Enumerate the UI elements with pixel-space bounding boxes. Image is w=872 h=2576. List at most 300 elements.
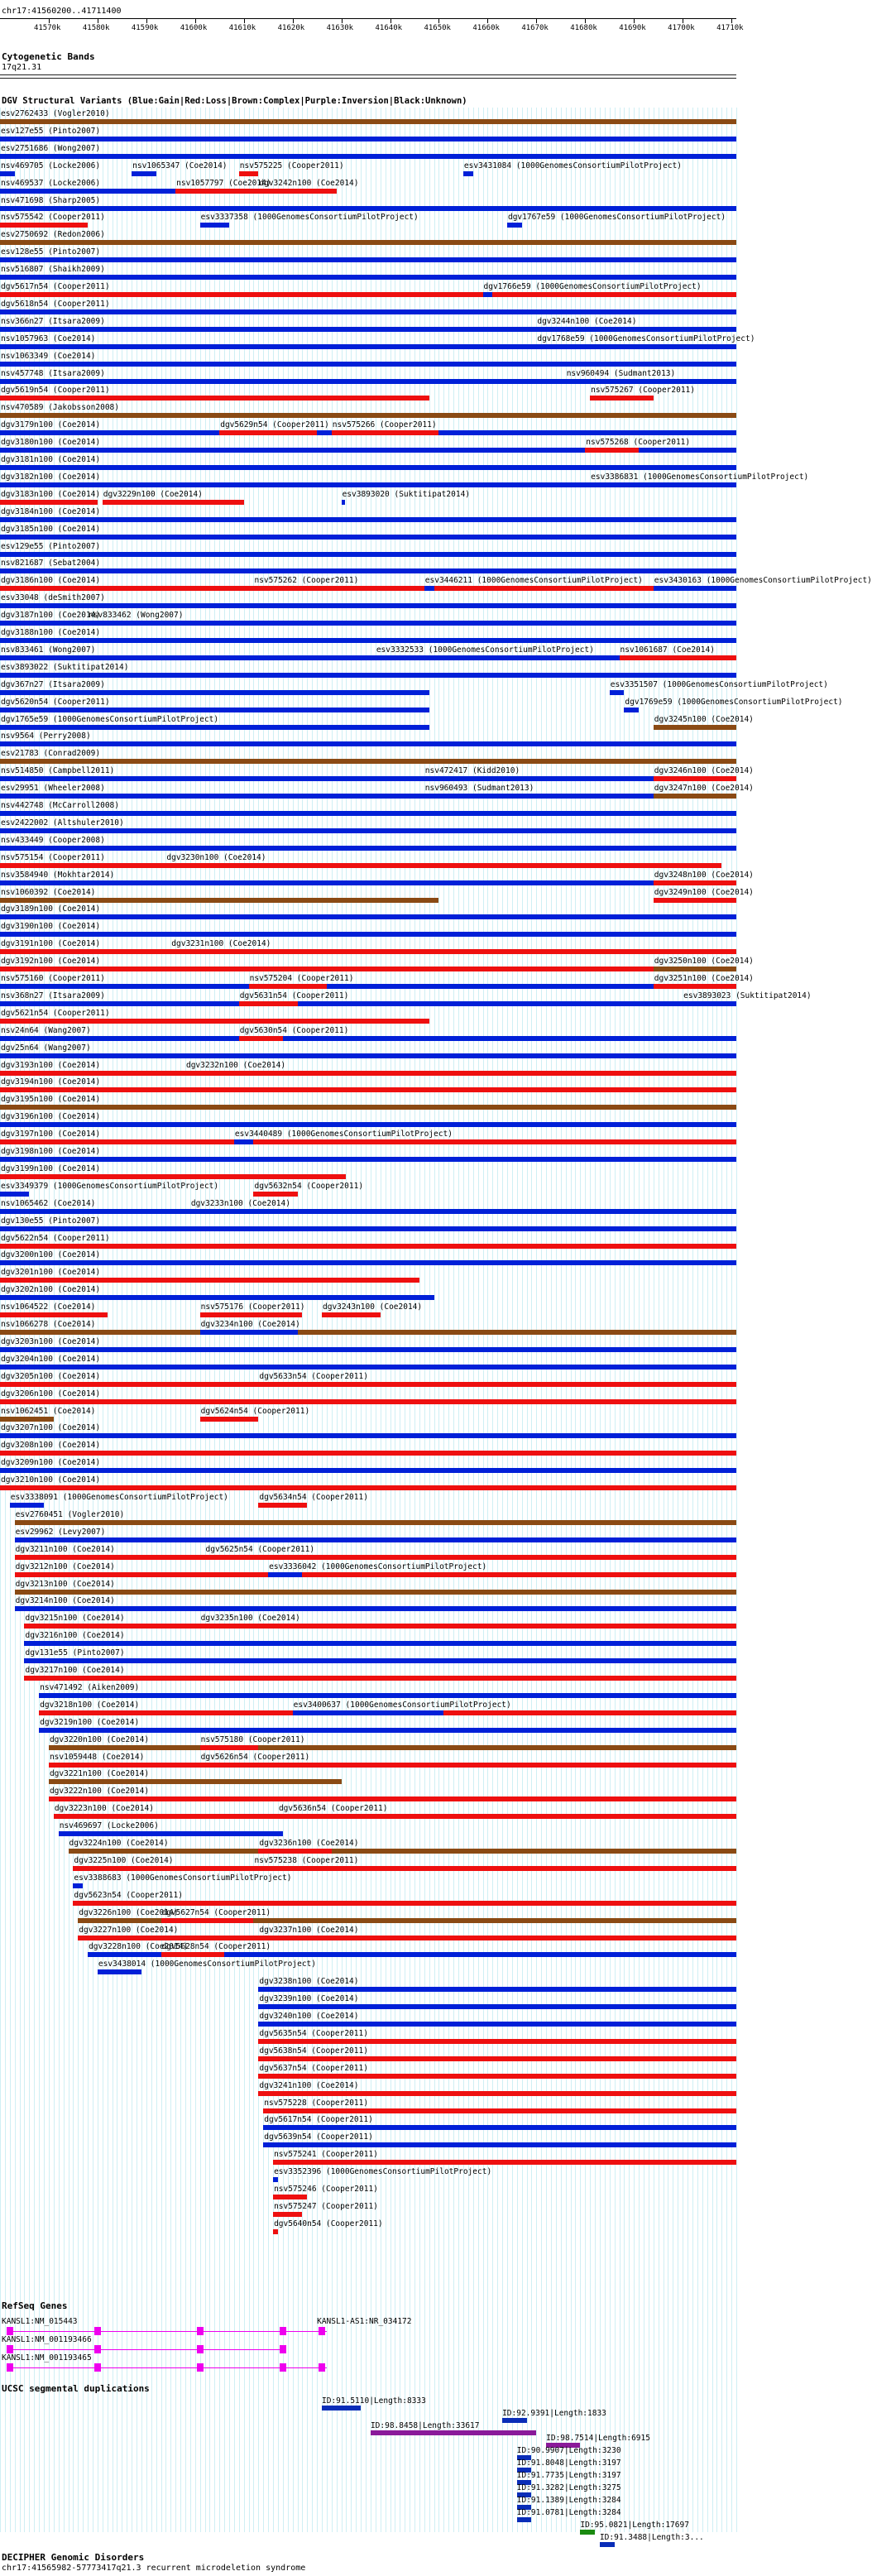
dgv-variant-label[interactable]: nsv575225 (Cooper2011): [239, 161, 344, 170]
dgv-variant-bar[interactable]: [0, 1295, 434, 1300]
dgv-variant-bar[interactable]: [263, 2108, 736, 2113]
dgv-variant-bar[interactable]: [273, 2177, 278, 2182]
dgv-variant-label[interactable]: nsv1063349 (Coe2014): [1, 351, 96, 361]
dgv-variant-bar[interactable]: [0, 1312, 108, 1317]
dgv-variant-label[interactable]: dgv3203n100 (Coe2014): [1, 1336, 101, 1346]
dgv-variant-bar[interactable]: [0, 137, 736, 142]
dgv-variant-label[interactable]: dgv5634n54 (Cooper2011): [259, 1493, 368, 1502]
dgv-variant-bar[interactable]: [258, 2074, 736, 2079]
dgv-variant-label[interactable]: dgv3221n100 (Coe2014): [49, 1769, 150, 1779]
dgv-variant-label[interactable]: dgv5627n54 (Cooper2011): [161, 1907, 271, 1917]
dgv-variant-bar[interactable]: [0, 240, 736, 245]
dgv-variant-bar[interactable]: [0, 517, 736, 522]
dgv-variant-bar[interactable]: [0, 275, 736, 280]
dgv-variant-bar[interactable]: [234, 1139, 254, 1144]
dgv-variant-bar[interactable]: [39, 1693, 736, 1698]
dgv-variant-label[interactable]: esv3352396 (1000GenomesConsortiumPilotProject): [274, 2167, 492, 2177]
dgv-variant-bar[interactable]: [0, 396, 429, 401]
refseq-gene-label[interactable]: KANSL1:NM_001193465: [2, 2353, 92, 2363]
dgv-variant-label[interactable]: dgv5625n54 (Cooper2011): [205, 1544, 315, 1554]
dgv-variant-label[interactable]: dgv3201n100 (Coe2014): [1, 1268, 101, 1278]
dgv-variant-label[interactable]: dgv5633n54 (Cooper2011): [259, 1371, 368, 1381]
dgv-variant-bar[interactable]: [15, 1590, 736, 1595]
dgv-variant-label[interactable]: nsv960494 (Sudmant2013): [566, 368, 676, 378]
dgv-variant-label[interactable]: nsv575241 (Cooper2011): [274, 2150, 378, 2160]
dgv-variant-bar[interactable]: [0, 776, 736, 781]
dgv-variant-bar[interactable]: [0, 828, 736, 833]
dgv-variant-bar[interactable]: [0, 1226, 736, 1231]
dgv-variant-label[interactable]: nsv1057963 (Coe2014): [1, 333, 96, 343]
dgv-variant-bar[interactable]: [0, 1382, 736, 1387]
dgv-variant-bar[interactable]: [585, 448, 639, 453]
dgv-variant-label[interactable]: nsv469705 (Locke2006): [1, 161, 101, 170]
dgv-variant-label[interactable]: dgv5640n54 (Cooper2011): [274, 2219, 383, 2228]
dgv-variant-bar[interactable]: [566, 379, 736, 384]
dgv-variant-label[interactable]: dgv5619n54 (Cooper2011): [1, 386, 110, 396]
dgv-variant-label[interactable]: esv3349379 (1000GenomesConsortiumPilotProject): [1, 1181, 219, 1191]
dgv-variant-bar[interactable]: [0, 1244, 736, 1249]
dgv-variant-bar[interactable]: [258, 1849, 331, 1854]
dgv-variant-bar[interactable]: [258, 2004, 736, 2009]
dgv-variant-label[interactable]: dgv3219n100 (Coe2014): [40, 1717, 140, 1727]
dgv-variant-bar[interactable]: [69, 1849, 736, 1854]
segdup-label[interactable]: ID:91.1389|Length:3284: [516, 2496, 621, 2505]
dgv-variant-bar[interactable]: [0, 603, 736, 608]
dgv-variant-bar[interactable]: [73, 1883, 83, 1888]
dgv-variant-bar[interactable]: [258, 2039, 736, 2044]
dgv-variant-label[interactable]: dgv3188n100 (Coe2014): [1, 628, 101, 637]
dgv-variant-bar[interactable]: [0, 1365, 736, 1370]
dgv-variant-bar[interactable]: [253, 586, 317, 591]
dgv-variant-bar[interactable]: [654, 794, 736, 799]
dgv-variant-label[interactable]: dgv5630n54 (Cooper2011): [239, 1025, 349, 1035]
dgv-variant-label[interactable]: esv29962 (Levy2007): [15, 1527, 106, 1537]
dgv-variant-label[interactable]: esv3388683 (1000GenomesConsortiumPilotProject): [74, 1873, 292, 1883]
dgv-variant-bar[interactable]: [0, 154, 736, 159]
dgv-variant-label[interactable]: dgv367n27 (Itsara2009): [1, 679, 105, 689]
dgv-variant-label[interactable]: dgv3234n100 (Coe2014): [200, 1320, 300, 1329]
segdup-bar[interactable]: [322, 2406, 361, 2411]
dgv-variant-label[interactable]: dgv3208n100 (Coe2014): [1, 1441, 101, 1451]
dgv-variant-label[interactable]: dgv3200n100 (Coe2014): [1, 1250, 101, 1260]
dgv-variant-label[interactable]: nsv442748 (McCarroll2008): [1, 801, 119, 810]
dgv-variant-label[interactable]: dgv3185n100 (Coe2014): [1, 524, 101, 534]
dgv-variant-label[interactable]: dgv3225n100 (Coe2014): [74, 1855, 174, 1865]
dgv-variant-label[interactable]: dgv3202n100 (Coe2014): [1, 1285, 101, 1295]
dgv-variant-label[interactable]: dgv130e55 (Pinto2007): [1, 1216, 101, 1226]
dgv-variant-label[interactable]: dgv5628n54 (Cooper2011): [161, 1942, 271, 1952]
dgv-variant-bar[interactable]: [15, 1520, 736, 1525]
dgv-variant-bar[interactable]: [0, 1260, 736, 1265]
dgv-variant-bar[interactable]: [78, 1936, 736, 1940]
dgv-variant-bar[interactable]: [0, 949, 736, 954]
dgv-variant-label[interactable]: dgv3250n100 (Coe2014): [654, 957, 754, 967]
dgv-variant-label[interactable]: esv3893020 (Suktitipat2014): [342, 489, 471, 499]
dgv-variant-label[interactable]: dgv3220n100 (Coe2014): [49, 1734, 150, 1744]
dgv-variant-bar[interactable]: [0, 1433, 736, 1438]
dgv-variant-label[interactable]: dgv3216n100 (Coe2014): [25, 1631, 125, 1641]
dgv-variant-label[interactable]: esv21783 (Conrad2009): [1, 749, 101, 759]
segdup-label[interactable]: ID:90.9907|Length:3230: [516, 2446, 621, 2455]
dgv-variant-bar[interactable]: [0, 846, 736, 851]
segdup-label[interactable]: ID:91.3282|Length:3275: [516, 2483, 621, 2492]
dgv-variant-bar[interactable]: [0, 967, 736, 971]
dgv-variant-label[interactable]: dgv3212n100 (Coe2014): [15, 1561, 115, 1571]
dgv-variant-label[interactable]: esv3893022 (Suktitipat2014): [1, 662, 129, 672]
dgv-variant-label[interactable]: nsv575262 (Cooper2011): [254, 576, 359, 586]
dgv-variant-bar[interactable]: [0, 1468, 736, 1473]
dgv-variant-bar[interactable]: [590, 396, 654, 401]
dgv-variant-bar[interactable]: [483, 292, 493, 297]
dgv-variant-label[interactable]: esv29951 (Wheeler2008): [1, 784, 105, 794]
dgv-variant-bar[interactable]: [0, 500, 98, 505]
dgv-variant-label[interactable]: dgv5617n54 (Cooper2011): [264, 2115, 373, 2125]
dgv-variant-label[interactable]: dgv3248n100 (Coe2014): [654, 870, 754, 880]
dgv-variant-label[interactable]: esv3438014 (1000GenomesConsortiumPilotProject): [98, 1960, 316, 1969]
dgv-variant-bar[interactable]: [49, 1745, 736, 1750]
dgv-variant-label[interactable]: dgv3191n100 (Coe2014): [1, 939, 101, 949]
dgv-variant-label[interactable]: dgv1769e59 (1000GenomesConsortiumPilotProject): [625, 697, 843, 707]
dgv-variant-label[interactable]: dgv3247n100 (Coe2014): [654, 784, 754, 794]
dgv-variant-bar[interactable]: [0, 708, 429, 712]
dgv-variant-bar[interactable]: [0, 673, 736, 678]
dgv-variant-label[interactable]: dgv3251n100 (Coe2014): [654, 974, 754, 983]
dgv-variant-bar[interactable]: [0, 465, 736, 470]
dgv-variant-bar[interactable]: [536, 327, 605, 332]
dgv-variant-label[interactable]: dgv5623n54 (Cooper2011): [74, 1890, 183, 1900]
dgv-variant-label[interactable]: dgv3226n100 (Coe2014): [79, 1907, 179, 1917]
dgv-variant-bar[interactable]: [590, 482, 605, 487]
dgv-variant-bar[interactable]: [620, 655, 736, 660]
dgv-variant-label[interactable]: dgv1767e59 (1000GenomesConsortiumPilotProject): [507, 213, 726, 223]
dgv-variant-bar[interactable]: [0, 1139, 736, 1144]
dgv-variant-bar[interactable]: [654, 776, 736, 781]
dgv-variant-bar[interactable]: [273, 2160, 736, 2165]
dgv-variant-label[interactable]: dgv131e55 (Pinto2007): [25, 1648, 125, 1658]
dgv-variant-label[interactable]: esv3351507 (1000GenomesConsortiumPilotProject): [610, 679, 828, 689]
dgv-variant-label[interactable]: dgv3222n100 (Coe2014): [49, 1787, 150, 1796]
dgv-variant-label[interactable]: dgv3232n100 (Coe2014): [185, 1060, 286, 1070]
dgv-variant-label[interactable]: nsv821687 (Sebat2004): [1, 559, 101, 568]
dgv-variant-bar[interactable]: [0, 811, 736, 816]
segdup-bar[interactable]: [371, 2430, 536, 2435]
dgv-variant-bar[interactable]: [258, 1987, 736, 1992]
dgv-variant-label[interactable]: nsv1061687 (Coe2014): [620, 645, 715, 655]
dgv-variant-label[interactable]: esv2422002 (Altshuler2010): [1, 818, 124, 827]
dgv-variant-bar[interactable]: [0, 1036, 736, 1041]
dgv-variant-label[interactable]: dgv5624n54 (Cooper2011): [200, 1406, 310, 1416]
dgv-variant-label[interactable]: dgv3233n100 (Coe2014): [190, 1198, 290, 1208]
dgv-variant-label[interactable]: nsv575246 (Cooper2011): [274, 2185, 378, 2194]
dgv-variant-label[interactable]: dgv3215n100 (Coe2014): [25, 1614, 125, 1624]
dgv-variant-label[interactable]: dgv3239n100 (Coe2014): [259, 1994, 359, 2004]
dgv-variant-bar[interactable]: [273, 2229, 278, 2234]
dgv-variant-bar[interactable]: [0, 1157, 736, 1162]
dgv-variant-label[interactable]: dgv3223n100 (Coe2014): [54, 1804, 154, 1814]
dgv-variant-bar[interactable]: [507, 223, 522, 228]
dgv-variant-label[interactable]: dgv3246n100 (Coe2014): [654, 766, 754, 776]
segdup-label[interactable]: ID:91.7735|Length:3197: [516, 2471, 621, 2480]
dgv-variant-label[interactable]: dgv1766e59 (1000GenomesConsortiumPilotProject): [483, 282, 702, 291]
dgv-variant-bar[interactable]: [200, 1330, 298, 1335]
dgv-variant-label[interactable]: esv33048 (deSmith2007): [1, 593, 105, 603]
dgv-variant-bar[interactable]: [332, 430, 439, 435]
dgv-variant-bar[interactable]: [0, 1485, 736, 1490]
dgv-variant-label[interactable]: nsv1064522 (Coe2014): [1, 1302, 96, 1312]
dgv-variant-bar[interactable]: [0, 690, 429, 695]
dgv-variant-label[interactable]: dgv5626n54 (Cooper2011): [200, 1752, 310, 1762]
dgv-variant-bar[interactable]: [200, 1763, 259, 1768]
segdup-bar[interactable]: [502, 2418, 526, 2423]
segdup-label[interactable]: ID:95.0821|Length:17697: [580, 2521, 689, 2530]
dgv-variant-bar[interactable]: [0, 1209, 736, 1214]
dgv-variant-label[interactable]: dgv3207n100 (Coe2014): [1, 1423, 101, 1433]
dgv-variant-bar[interactable]: [0, 171, 15, 176]
dgv-variant-bar[interactable]: [132, 171, 156, 176]
dgv-variant-bar[interactable]: [258, 2091, 736, 2096]
dgv-variant-label[interactable]: esv128e55 (Pinto2007): [1, 247, 101, 257]
dgv-variant-label[interactable]: nsv1060392 (Coe2014): [1, 887, 96, 897]
dgv-variant-bar[interactable]: [88, 621, 93, 626]
refseq-gene-label[interactable]: KANSL1:NM_001193466: [2, 2335, 92, 2344]
dgv-variant-label[interactable]: nsv575154 (Cooper2011): [1, 852, 105, 862]
dgv-variant-bar[interactable]: [0, 568, 736, 573]
dgv-variant-label[interactable]: dgv1765e59 (1000GenomesConsortiumPilotProject): [1, 714, 219, 724]
dgv-variant-label[interactable]: dgv5637n54 (Cooper2011): [259, 2063, 368, 2073]
dgv-variant-bar[interactable]: [0, 119, 736, 124]
dgv-variant-label[interactable]: dgv25n64 (Wang2007): [1, 1043, 91, 1053]
dgv-variant-label[interactable]: dgv3235n100 (Coe2014): [200, 1614, 300, 1624]
dgv-variant-bar[interactable]: [258, 2022, 736, 2027]
dgv-variant-label[interactable]: esv3332533 (1000GenomesConsortiumPilotProject): [376, 645, 594, 655]
dgv-variant-label[interactable]: nsv469697 (Locke2006): [59, 1821, 159, 1831]
dgv-variant-label[interactable]: nsv575228 (Cooper2011): [264, 2098, 369, 2108]
dgv-variant-label[interactable]: esv3337358 (1000GenomesConsortiumPilotProject): [200, 213, 419, 223]
segdup-label[interactable]: ID:91.3488|Length:3...: [599, 2533, 704, 2542]
dgv-variant-label[interactable]: dgv3227n100 (Coe2014): [79, 1925, 179, 1935]
dgv-variant-label[interactable]: dgv3197n100 (Coe2014): [1, 1130, 101, 1139]
dgv-variant-label[interactable]: nsv368n27 (Itsara2009): [1, 991, 105, 1000]
refseq-gene-label[interactable]: KANSL1-AS1:NR_034172: [317, 2317, 412, 2326]
dgv-variant-bar[interactable]: [15, 1606, 736, 1611]
dgv-variant-label[interactable]: esv2751686 (Wong2007): [1, 143, 101, 153]
dgv-variant-bar[interactable]: [54, 1814, 736, 1819]
dgv-variant-bar[interactable]: [0, 984, 736, 989]
dgv-variant-bar[interactable]: [258, 1503, 307, 1508]
dgv-variant-label[interactable]: dgv3238n100 (Coe2014): [259, 1977, 359, 1987]
dgv-variant-label[interactable]: dgv5618n54 (Cooper2011): [1, 299, 110, 309]
dgv-variant-label[interactable]: nsv575542 (Cooper2011): [1, 213, 105, 223]
dgv-variant-label[interactable]: nsv833461 (Wong2007): [1, 645, 96, 655]
dgv-variant-bar[interactable]: [0, 621, 736, 626]
dgv-variant-label[interactable]: dgv3214n100 (Coe2014): [15, 1596, 115, 1606]
dgv-variant-label[interactable]: dgv3237n100 (Coe2014): [259, 1925, 359, 1935]
dgv-variant-label[interactable]: nsv469537 (Locke2006): [1, 178, 101, 188]
dgv-variant-bar[interactable]: [59, 1831, 283, 1836]
segdup-label[interactable]: ID:91.5110|Length:8333: [322, 2396, 426, 2406]
dgv-variant-bar[interactable]: [376, 655, 390, 660]
dgv-variant-bar[interactable]: [463, 171, 473, 176]
dgv-variant-bar[interactable]: [0, 880, 736, 885]
dgv-variant-bar[interactable]: [239, 1001, 298, 1006]
dgv-variant-bar[interactable]: [0, 863, 721, 868]
dgv-variant-label[interactable]: nsv3584940 (Mokhtar2014): [1, 870, 115, 880]
dgv-variant-bar[interactable]: [0, 552, 736, 557]
dgv-variant-label[interactable]: dgv3224n100 (Coe2014): [69, 1839, 169, 1848]
dgv-variant-bar[interactable]: [24, 1624, 736, 1629]
dgv-variant-bar[interactable]: [0, 362, 736, 367]
dgv-variant-bar[interactable]: [205, 1555, 274, 1560]
dgv-variant-bar[interactable]: [200, 1624, 273, 1629]
dgv-variant-bar[interactable]: [654, 725, 736, 730]
dgv-variant-bar[interactable]: [654, 898, 736, 903]
dgv-variant-bar[interactable]: [24, 1676, 736, 1681]
dgv-variant-label[interactable]: dgv3193n100 (Coe2014): [1, 1060, 101, 1070]
dgv-variant-bar[interactable]: [424, 586, 434, 591]
dgv-variant-label[interactable]: dgv5629n54 (Cooper2011): [220, 420, 329, 430]
dgv-variant-bar[interactable]: [263, 2142, 736, 2147]
dgv-variant-bar[interactable]: [175, 189, 258, 194]
dgv-variant-bar[interactable]: [15, 1572, 736, 1577]
dgv-variant-bar[interactable]: [0, 309, 736, 314]
dgv-variant-bar[interactable]: [0, 292, 736, 297]
dgv-variant-bar[interactable]: [273, 2212, 302, 2217]
dgv-variant-label[interactable]: dgv3195n100 (Coe2014): [1, 1095, 101, 1105]
dgv-variant-bar[interactable]: [0, 206, 736, 211]
segdup-bar[interactable]: [580, 2530, 595, 2535]
dgv-variant-label[interactable]: dgv3241n100 (Coe2014): [259, 2080, 359, 2090]
dgv-variant-label[interactable]: esv3338091 (1000GenomesConsortiumPilotProject): [10, 1493, 228, 1502]
dgv-variant-label[interactable]: dgv3231n100 (Coe2014): [171, 939, 271, 949]
dgv-variant-label[interactable]: nsv575238 (Cooper2011): [254, 1855, 359, 1865]
dgv-variant-label[interactable]: dgv5631n54 (Cooper2011): [239, 991, 349, 1000]
dgv-variant-label[interactable]: dgv3181n100 (Coe2014): [1, 455, 101, 464]
dgv-variant-label[interactable]: dgv3211n100 (Coe2014): [15, 1544, 115, 1554]
dgv-variant-label[interactable]: dgv5620n54 (Cooper2011): [1, 697, 110, 707]
dgv-variant-bar[interactable]: [0, 257, 736, 262]
dgv-variant-label[interactable]: dgv3245n100 (Coe2014): [654, 714, 754, 724]
dgv-variant-label[interactable]: dgv3183n100 (Coe2014): [1, 489, 101, 499]
dgv-variant-bar[interactable]: [0, 898, 438, 903]
dgv-variant-bar[interactable]: [49, 1779, 342, 1784]
dgv-variant-bar[interactable]: [239, 171, 259, 176]
dgv-variant-label[interactable]: dgv3229n100 (Coe2014): [103, 489, 203, 499]
dgv-variant-bar[interactable]: [24, 1641, 736, 1646]
dgv-variant-bar[interactable]: [0, 344, 736, 349]
dgv-variant-bar[interactable]: [0, 932, 736, 937]
dgv-variant-bar[interactable]: [0, 1399, 736, 1404]
dgv-variant-label[interactable]: nsv1065347 (Coe2014): [132, 161, 228, 170]
dgv-variant-bar[interactable]: [0, 1019, 429, 1024]
segdup-label[interactable]: ID:92.9391|Length:1833: [502, 2409, 606, 2418]
dgv-variant-label[interactable]: nsv1057797 (Coe2014): [176, 178, 271, 188]
dgv-variant-bar[interactable]: [0, 535, 736, 540]
dgv-variant-bar[interactable]: [0, 1330, 736, 1335]
dgv-variant-bar[interactable]: [424, 776, 429, 781]
dgv-variant-bar[interactable]: [98, 1969, 141, 1974]
dgv-variant-bar[interactable]: [258, 1936, 331, 1940]
dgv-variant-bar[interactable]: [0, 741, 736, 746]
dgv-variant-label[interactable]: esv3431084 (1000GenomesConsortiumPilotProject): [463, 161, 683, 170]
dgv-variant-label[interactable]: dgv3179n100 (Coe2014): [1, 420, 101, 430]
dgv-variant-label[interactable]: nsv366n27 (Itsara2009): [1, 316, 105, 326]
dgv-variant-bar[interactable]: [536, 344, 551, 349]
dgv-variant-label[interactable]: nsv471492 (Aiken2009): [40, 1682, 140, 1692]
dgv-variant-bar[interactable]: [49, 1763, 736, 1768]
dgv-variant-label[interactable]: dgv5638n54 (Cooper2011): [259, 2046, 368, 2056]
dgv-variant-bar[interactable]: [24, 1658, 736, 1663]
dgv-variant-bar[interactable]: [0, 1087, 736, 1092]
dgv-variant-bar[interactable]: [170, 949, 239, 954]
dgv-variant-bar[interactable]: [15, 1555, 736, 1560]
dgv-variant-label[interactable]: dgv3228n100 (Coe2014): [89, 1942, 189, 1952]
dgv-variant-label[interactable]: dgv3192n100 (Coe2014): [1, 957, 101, 967]
dgv-variant-label[interactable]: esv2760451 (Vogler2010): [15, 1509, 125, 1519]
dgv-variant-label[interactable]: dgv3198n100 (Coe2014): [1, 1147, 101, 1156]
dgv-variant-label[interactable]: nsv575160 (Cooper2011): [1, 974, 105, 983]
dgv-variant-label[interactable]: dgv3190n100 (Coe2014): [1, 922, 101, 932]
dgv-variant-bar[interactable]: [0, 725, 429, 730]
dgv-variant-bar[interactable]: [0, 1001, 736, 1006]
dgv-variant-bar[interactable]: [10, 1503, 44, 1508]
dgv-variant-label[interactable]: dgv3204n100 (Coe2014): [1, 1354, 101, 1364]
dgv-variant-label[interactable]: dgv5621n54 (Cooper2011): [1, 1008, 110, 1018]
dgv-variant-bar[interactable]: [0, 482, 736, 487]
dgv-variant-bar[interactable]: [0, 638, 736, 643]
dgv-variant-bar[interactable]: [0, 759, 736, 764]
segdup-label[interactable]: ID:91.0781|Length:3284: [516, 2508, 621, 2517]
dgv-variant-bar[interactable]: [239, 1036, 283, 1041]
dgv-variant-label[interactable]: dgv5635n54 (Cooper2011): [259, 2028, 368, 2038]
dgv-variant-label[interactable]: esv3400637 (1000GenomesConsortiumPilotProject): [293, 1700, 511, 1710]
dgv-variant-label[interactable]: nsv516807 (Shaikh2009): [1, 265, 105, 275]
dgv-variant-bar[interactable]: [0, 1347, 736, 1352]
dgv-variant-bar[interactable]: [49, 1796, 736, 1801]
dgv-variant-bar[interactable]: [165, 863, 268, 868]
dgv-variant-bar[interactable]: [219, 430, 317, 435]
dgv-variant-bar[interactable]: [161, 1918, 254, 1923]
dgv-variant-label[interactable]: dgv3240n100 (Coe2014): [259, 2012, 359, 2021]
dgv-variant-label[interactable]: dgv3213n100 (Coe2014): [15, 1579, 115, 1589]
dgv-variant-label[interactable]: dgv3210n100 (Coe2014): [1, 1475, 101, 1485]
dgv-variant-bar[interactable]: [654, 880, 736, 885]
dgv-variant-label[interactable]: esv2750692 (Redon2006): [1, 230, 105, 240]
dgv-variant-label[interactable]: esv3446211 (1000GenomesConsortiumPilotProject): [424, 576, 643, 586]
dgv-variant-label[interactable]: esv3430163 (1000GenomesConsortiumPilotProject): [654, 576, 872, 586]
dgv-variant-label[interactable]: dgv3187n100 (Coe2014): [1, 611, 101, 621]
dgv-variant-bar[interactable]: [683, 1001, 686, 1006]
dgv-variant-bar[interactable]: [258, 2056, 736, 2061]
dgv-variant-bar[interactable]: [263, 2125, 736, 2130]
dgv-variant-label[interactable]: dgv3184n100 (Coe2014): [1, 506, 101, 516]
dgv-variant-label[interactable]: dgv3217n100 (Coe2014): [25, 1666, 125, 1675]
dgv-variant-bar[interactable]: [268, 1572, 302, 1577]
dgv-variant-label[interactable]: dgv3205n100 (Coe2014): [1, 1371, 101, 1381]
dgv-variant-label[interactable]: dgv3209n100 (Coe2014): [1, 1458, 101, 1468]
dgv-variant-bar[interactable]: [0, 1417, 54, 1422]
dgv-variant-bar[interactable]: [0, 413, 736, 418]
dgv-variant-label[interactable]: nsv1065462 (Coe2014): [1, 1198, 96, 1208]
dgv-variant-label[interactable]: dgv3249n100 (Coe2014): [654, 887, 754, 897]
dgv-variant-label[interactable]: nsv833462 (Wong2007): [89, 611, 184, 621]
dgv-variant-label[interactable]: nsv575268 (Cooper2011): [586, 438, 691, 448]
dgv-variant-bar[interactable]: [0, 586, 736, 591]
segdup-label[interactable]: ID:91.8048|Length:3197: [516, 2458, 621, 2468]
dgv-variant-bar[interactable]: [273, 2195, 307, 2199]
dgv-variant-label[interactable]: esv2762433 (Vogler2010): [1, 109, 110, 118]
dgv-variant-label[interactable]: dgv3206n100 (Coe2014): [1, 1389, 101, 1398]
dgv-variant-label[interactable]: nsv1066278 (Coe2014): [1, 1320, 96, 1329]
